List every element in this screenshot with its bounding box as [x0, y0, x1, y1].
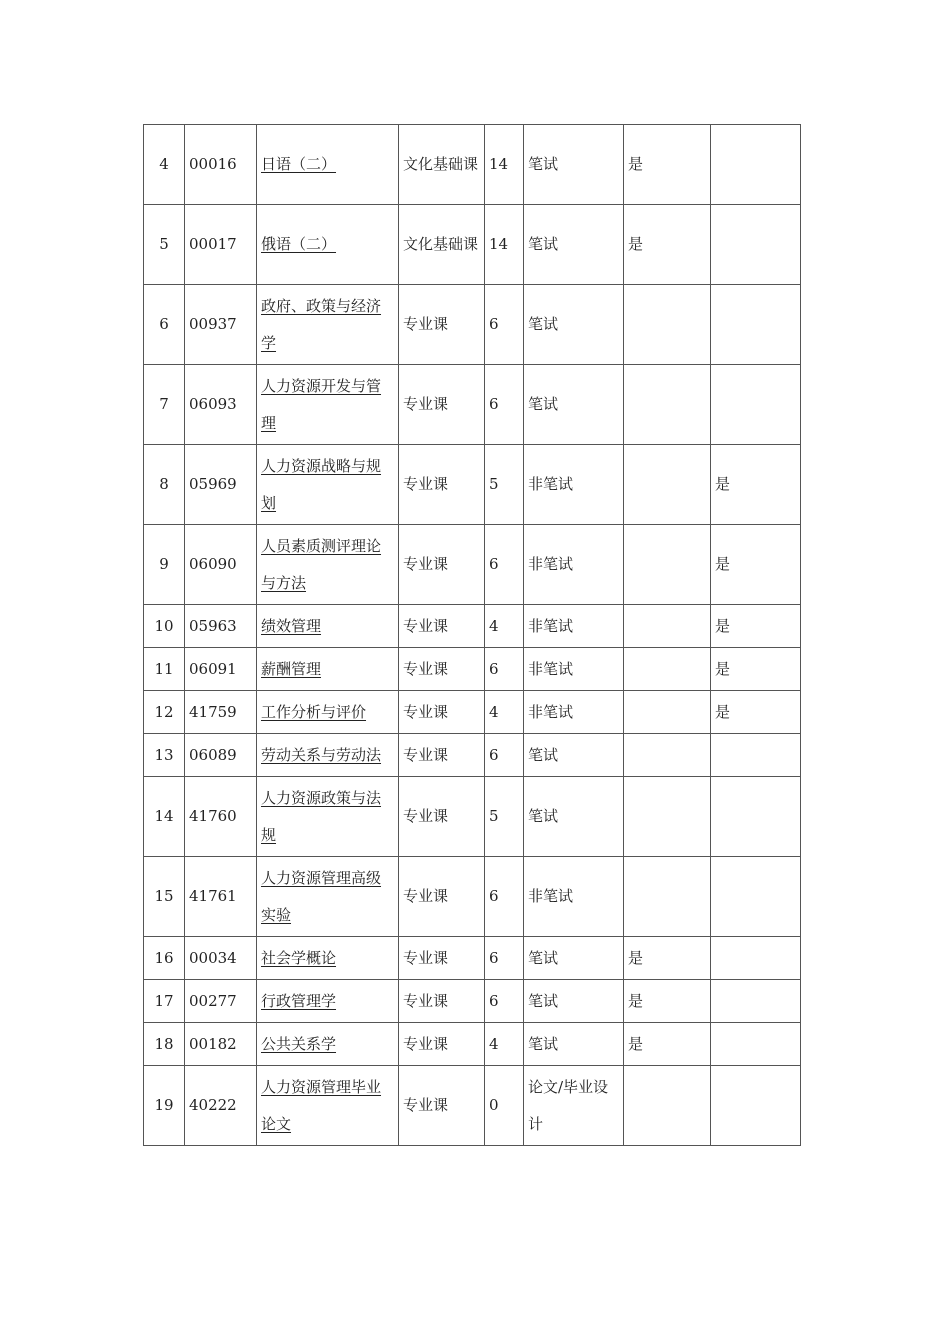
row-index-cell: 16 — [144, 937, 185, 980]
course-name-link[interactable]: 政府、政策与经济学 — [261, 296, 382, 352]
table-row — [144, 125, 801, 205]
exam-type-cell: 笔试 — [524, 1023, 624, 1066]
exam-type-cell: 笔试 — [524, 285, 624, 365]
course-name-link[interactable]: 薪酬管理 — [261, 659, 322, 678]
table-row — [144, 1066, 801, 1146]
flag-column-8-cell — [711, 125, 801, 205]
exam-type-cell: 笔试 — [524, 777, 624, 857]
flag-column-7-cell — [624, 525, 711, 605]
flag-column-8-cell — [711, 734, 801, 777]
exam-type-cell: 笔试 — [524, 937, 624, 980]
credits-cell: 6 — [485, 365, 524, 445]
exam-type-cell: 笔试 — [524, 734, 624, 777]
row-index-cell: 19 — [144, 1066, 185, 1146]
credits-cell: 5 — [485, 445, 524, 525]
exam-type-cell: 非笔试 — [524, 648, 624, 691]
flag-column-8-cell — [711, 777, 801, 857]
table-row — [144, 205, 801, 285]
course-table — [143, 124, 801, 1146]
course-name-cell — [257, 1066, 399, 1146]
flag-column-7-cell — [624, 691, 711, 734]
course-name-cell — [257, 937, 399, 980]
course-name-cell — [257, 1023, 399, 1066]
course-type-cell: 文化基础课 — [399, 125, 485, 205]
course-type-cell: 专业课 — [399, 980, 485, 1023]
row-index-cell: 7 — [144, 365, 185, 445]
flag-column-7-cell: 是 — [624, 1023, 711, 1066]
course-code-cell: 05969 — [185, 445, 257, 525]
exam-type-cell: 非笔试 — [524, 445, 624, 525]
flag-column-8-cell: 是 — [711, 445, 801, 525]
course-type-cell: 专业课 — [399, 691, 485, 734]
course-name-link[interactable]: 公共关系学 — [261, 1034, 337, 1053]
exam-type-cell: 笔试 — [524, 125, 624, 205]
exam-type-cell: 非笔试 — [524, 691, 624, 734]
table-row — [144, 734, 801, 777]
row-index-cell: 14 — [144, 777, 185, 857]
table-row — [144, 1023, 801, 1066]
flag-column-7-cell — [624, 857, 711, 937]
table-row — [144, 691, 801, 734]
flag-column-7-cell: 是 — [624, 937, 711, 980]
course-name-link[interactable]: 人力资源管理高级实验 — [261, 868, 382, 924]
exam-type-cell: 论文/毕业设计 — [524, 1066, 624, 1146]
exam-type-cell: 非笔试 — [524, 857, 624, 937]
flag-column-8-cell: 是 — [711, 605, 801, 648]
course-code-cell: 40222 — [185, 1066, 257, 1146]
course-name-link[interactable]: 劳动关系与劳动法 — [261, 745, 382, 764]
course-type-cell: 专业课 — [399, 777, 485, 857]
flag-column-8-cell — [711, 205, 801, 285]
row-index-cell: 4 — [144, 125, 185, 205]
course-code-cell: 00937 — [185, 285, 257, 365]
flag-column-8-cell — [711, 937, 801, 980]
flag-column-7-cell: 是 — [624, 980, 711, 1023]
row-index-cell: 10 — [144, 605, 185, 648]
credits-cell: 6 — [485, 980, 524, 1023]
course-name-cell — [257, 445, 399, 525]
course-name-link[interactable]: 绩效管理 — [261, 616, 322, 635]
flag-column-8-cell — [711, 1023, 801, 1066]
course-table-body — [144, 125, 801, 1146]
flag-column-8-cell — [711, 857, 801, 937]
credits-cell: 14 — [485, 125, 524, 205]
exam-type-cell: 笔试 — [524, 365, 624, 445]
flag-column-7-cell — [624, 365, 711, 445]
row-index-cell: 18 — [144, 1023, 185, 1066]
flag-column-8-cell: 是 — [711, 648, 801, 691]
course-name-link[interactable]: 俄语（二） — [261, 235, 337, 253]
table-row — [144, 285, 801, 365]
course-type-cell: 专业课 — [399, 605, 485, 648]
table-row — [144, 857, 801, 937]
course-type-cell: 专业课 — [399, 365, 485, 445]
credits-cell: 5 — [485, 777, 524, 857]
table-row — [144, 937, 801, 980]
course-code-cell: 06089 — [185, 734, 257, 777]
course-code-cell: 06091 — [185, 648, 257, 691]
course-type-cell: 专业课 — [399, 734, 485, 777]
course-type-cell: 专业课 — [399, 857, 485, 937]
credits-cell: 6 — [485, 734, 524, 777]
flag-column-7-cell — [624, 734, 711, 777]
credits-cell: 6 — [485, 285, 524, 365]
course-type-cell: 专业课 — [399, 1066, 485, 1146]
row-index-cell: 9 — [144, 525, 185, 605]
row-index-cell: 11 — [144, 648, 185, 691]
credits-cell: 14 — [485, 205, 524, 285]
course-name-cell — [257, 857, 399, 937]
exam-type-cell: 非笔试 — [524, 525, 624, 605]
flag-column-8-cell — [711, 365, 801, 445]
course-code-cell: 41761 — [185, 857, 257, 937]
course-name-link[interactable]: 人力资源开发与管理 — [261, 376, 382, 432]
exam-type-cell: 非笔试 — [524, 605, 624, 648]
flag-column-8-cell — [711, 980, 801, 1023]
course-name-link[interactable]: 人力资源战略与规划 — [261, 456, 382, 512]
row-index-cell: 5 — [144, 205, 185, 285]
course-code-cell: 00017 — [185, 205, 257, 285]
flag-column-7-cell — [624, 605, 711, 648]
course-code-cell: 06093 — [185, 365, 257, 445]
flag-column-7-cell — [624, 777, 711, 857]
exam-type-cell: 笔试 — [524, 980, 624, 1023]
row-index-cell: 8 — [144, 445, 185, 525]
course-type-cell: 专业课 — [399, 648, 485, 691]
flag-column-7-cell — [624, 445, 711, 525]
course-code-cell: 00277 — [185, 980, 257, 1023]
table-row — [144, 648, 801, 691]
course-type-cell: 专业课 — [399, 1023, 485, 1066]
course-code-cell: 05963 — [185, 605, 257, 648]
course-name-link[interactable]: 工作分析与评价 — [261, 702, 367, 721]
course-name-cell — [257, 605, 399, 648]
flag-column-7-cell — [624, 1066, 711, 1146]
course-code-cell: 00034 — [185, 937, 257, 980]
row-index-cell: 13 — [144, 734, 185, 777]
flag-column-8-cell — [711, 1066, 801, 1146]
course-type-cell: 专业课 — [399, 285, 485, 365]
table-row — [144, 980, 801, 1023]
table-row — [144, 605, 801, 648]
course-name-cell — [257, 734, 399, 777]
flag-column-7-cell: 是 — [624, 125, 711, 205]
course-name-cell — [257, 285, 399, 365]
course-name-link[interactable]: 日语（二） — [261, 155, 337, 173]
course-code-cell: 00182 — [185, 1023, 257, 1066]
row-index-cell: 15 — [144, 857, 185, 937]
course-name-link[interactable]: 人员素质测评理论与方法 — [261, 536, 382, 592]
course-code-cell: 41760 — [185, 777, 257, 857]
course-name-cell — [257, 691, 399, 734]
course-name-cell — [257, 525, 399, 605]
flag-column-7-cell — [624, 285, 711, 365]
course-type-cell: 专业课 — [399, 937, 485, 980]
row-index-cell: 12 — [144, 691, 185, 734]
flag-column-8-cell: 是 — [711, 525, 801, 605]
flag-column-8-cell: 是 — [711, 691, 801, 734]
course-name-cell — [257, 365, 399, 445]
row-index-cell: 17 — [144, 980, 185, 1023]
course-code-cell: 06090 — [185, 525, 257, 605]
course-name-link[interactable]: 人力资源管理毕业论文 — [261, 1077, 382, 1133]
credits-cell: 0 — [485, 1066, 524, 1146]
course-name-link[interactable]: 社会学概论 — [261, 948, 337, 967]
credits-cell: 6 — [485, 857, 524, 937]
credits-cell: 4 — [485, 605, 524, 648]
course-name-cell — [257, 125, 399, 205]
flag-column-7-cell: 是 — [624, 205, 711, 285]
credits-cell: 4 — [485, 1023, 524, 1066]
credits-cell: 6 — [485, 648, 524, 691]
course-name-cell — [257, 777, 399, 857]
credits-cell: 6 — [485, 937, 524, 980]
row-index-cell: 6 — [144, 285, 185, 365]
course-name-link[interactable]: 行政管理学 — [261, 991, 337, 1010]
course-type-cell: 专业课 — [399, 525, 485, 605]
flag-column-7-cell — [624, 648, 711, 691]
course-type-cell: 文化基础课 — [399, 205, 485, 285]
course-type-cell: 专业课 — [399, 445, 485, 525]
exam-type-cell: 笔试 — [524, 205, 624, 285]
course-code-cell: 41759 — [185, 691, 257, 734]
flag-column-8-cell — [711, 285, 801, 365]
table-row — [144, 777, 801, 857]
table-row — [144, 365, 801, 445]
course-name-link[interactable]: 人力资源政策与法规 — [261, 788, 382, 844]
course-name-cell — [257, 205, 399, 285]
table-row — [144, 525, 801, 605]
course-name-cell — [257, 980, 399, 1023]
credits-cell: 4 — [485, 691, 524, 734]
table-row — [144, 445, 801, 525]
course-name-cell — [257, 648, 399, 691]
credits-cell: 6 — [485, 525, 524, 605]
course-code-cell: 00016 — [185, 125, 257, 205]
